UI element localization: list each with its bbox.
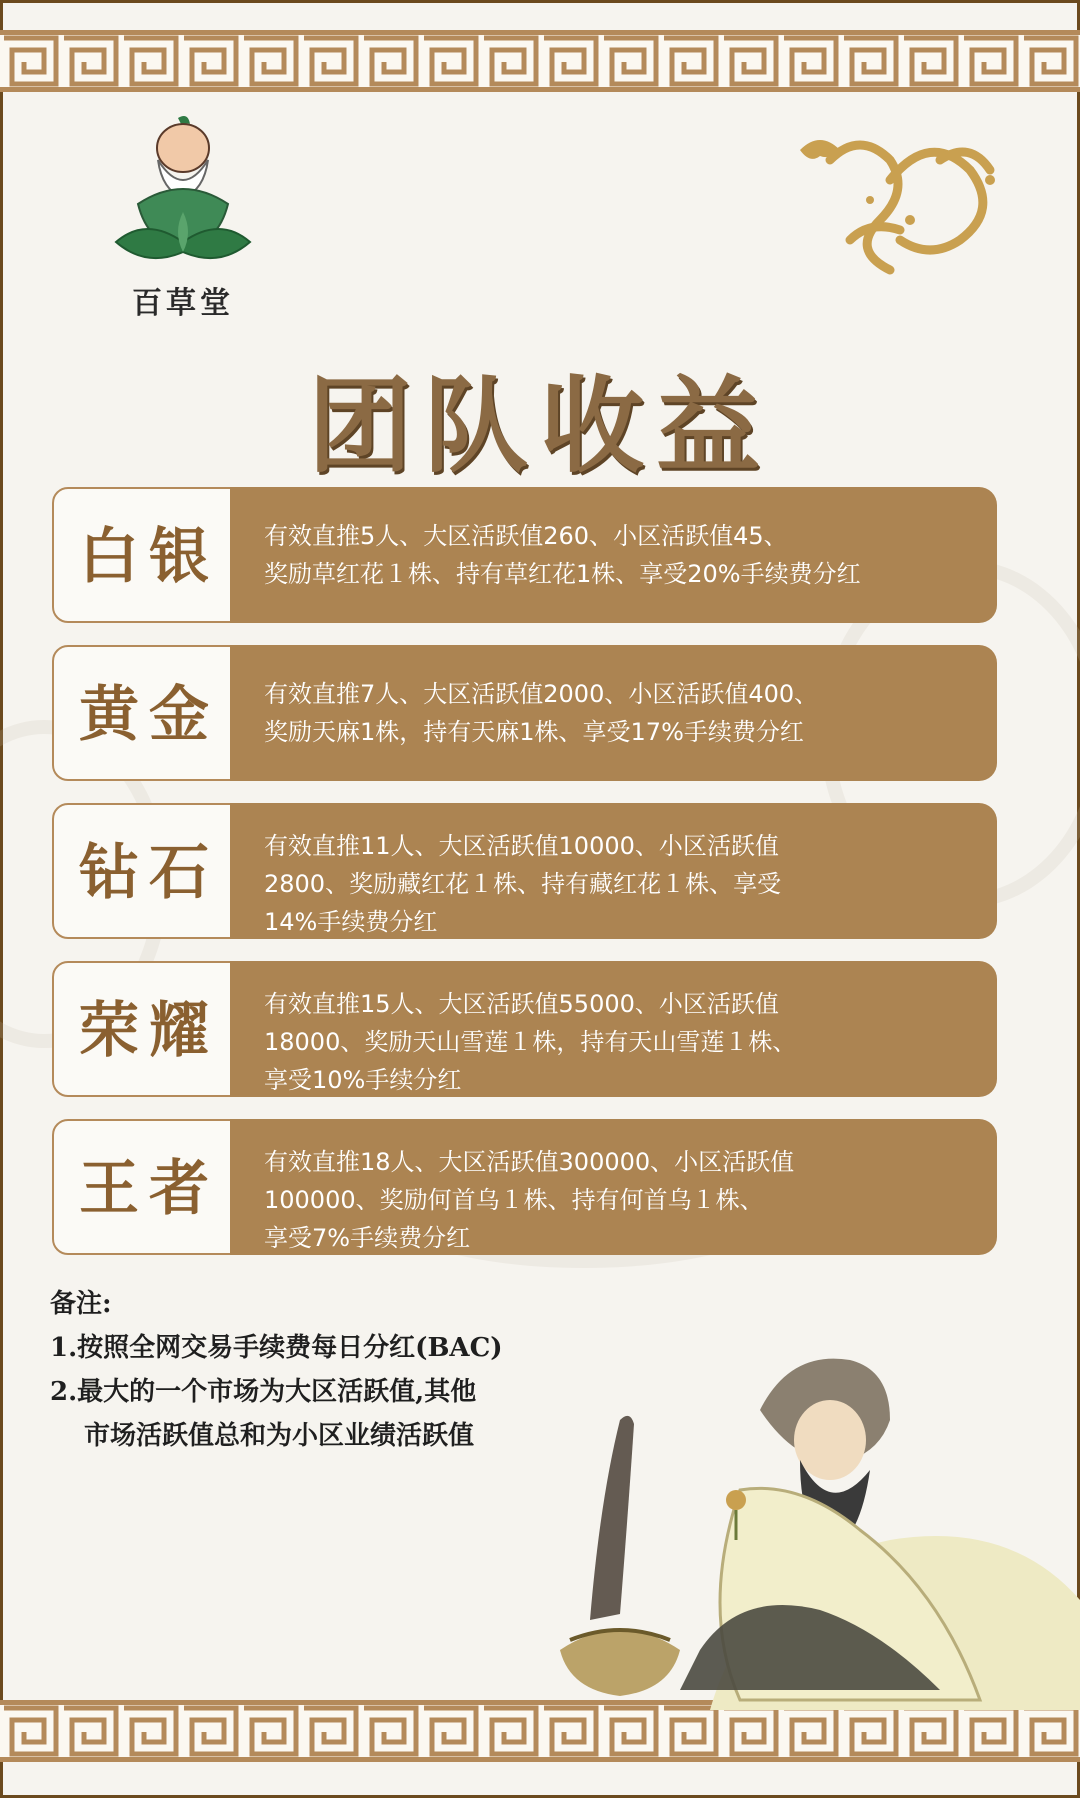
tier-description-line: 享受10%手续分红: [264, 1066, 462, 1094]
brand-logo: [108, 112, 258, 321]
tier-label: 黄金: [79, 680, 219, 750]
tier-diamond: [52, 803, 997, 939]
tier-description-line: 有效直推18人、大区活跃值300000、小区活跃值: [264, 1148, 795, 1176]
note-item-continuation: 市场活跃值总和为小区业绩活跃值: [84, 1421, 475, 1451]
sage-lotus-logo-icon: [108, 112, 258, 277]
tier-label: 王者: [79, 1154, 219, 1224]
tier-description-line: 有效直推7人、大区活跃值2000、小区活跃值400、: [264, 680, 819, 708]
tier-label-box: [52, 1119, 242, 1255]
tier-description-line: 100000、奖励何首乌１株、持有何首乌１株、: [264, 1186, 764, 1214]
tier-description: [230, 803, 997, 939]
note-item: 2.最大的一个市场为大区活跃值,其他: [50, 1377, 477, 1407]
tier-gold: [52, 645, 997, 781]
tier-king: [52, 1119, 997, 1255]
page-title: 团队收益: [307, 365, 772, 487]
tier-description-line: 奖励天麻1株，持有天麻1株、享受17%手续费分红: [264, 718, 804, 746]
tier-label: 钻石: [79, 838, 219, 908]
tier-description-line: 有效直推15人、大区活跃值55000、小区活跃值: [264, 990, 779, 1018]
tier-label-box: [52, 645, 242, 781]
tier-description-line: 有效直推11人、大区活跃值10000、小区活跃值: [264, 832, 779, 860]
tier-label-box: [52, 961, 242, 1097]
tier-silver: [52, 487, 997, 623]
brand-name: 百草堂: [132, 286, 234, 321]
tier-description-line: 18000、奖励天山雪莲１株，持有天山雪莲１株、: [264, 1028, 797, 1056]
tier-description: [230, 645, 997, 781]
tier-description-line: 有效直推5人、大区活跃值260、小区活跃值45、: [264, 522, 788, 550]
note-item: 1.按照全网交易手续费每日分红(BAC): [50, 1333, 503, 1363]
tier-description: [230, 961, 997, 1097]
tier-description: [230, 487, 997, 623]
tier-glory: [52, 961, 997, 1097]
notes-heading: 备注:: [50, 1289, 112, 1319]
tier-label: 白银: [79, 522, 219, 592]
tier-label: 荣耀: [79, 996, 219, 1066]
tier-description-line: 享受7%手续费分红: [264, 1224, 471, 1252]
tier-label-box: [52, 803, 242, 939]
tier-description-line: 14%手续费分红: [264, 908, 438, 936]
tier-description-line: 奖励草红花１株、持有草红花1株、享受20%手续费分红: [264, 560, 861, 588]
notes-section: [50, 1282, 690, 1458]
tier-description: [230, 1119, 997, 1255]
fret-border-top: [0, 30, 1080, 92]
tier-label-box: [52, 487, 242, 623]
tier-description-line: 2800、奖励藏红花１株、持有藏红花１株、享受: [264, 870, 782, 898]
dragon-icon: [790, 120, 1030, 290]
